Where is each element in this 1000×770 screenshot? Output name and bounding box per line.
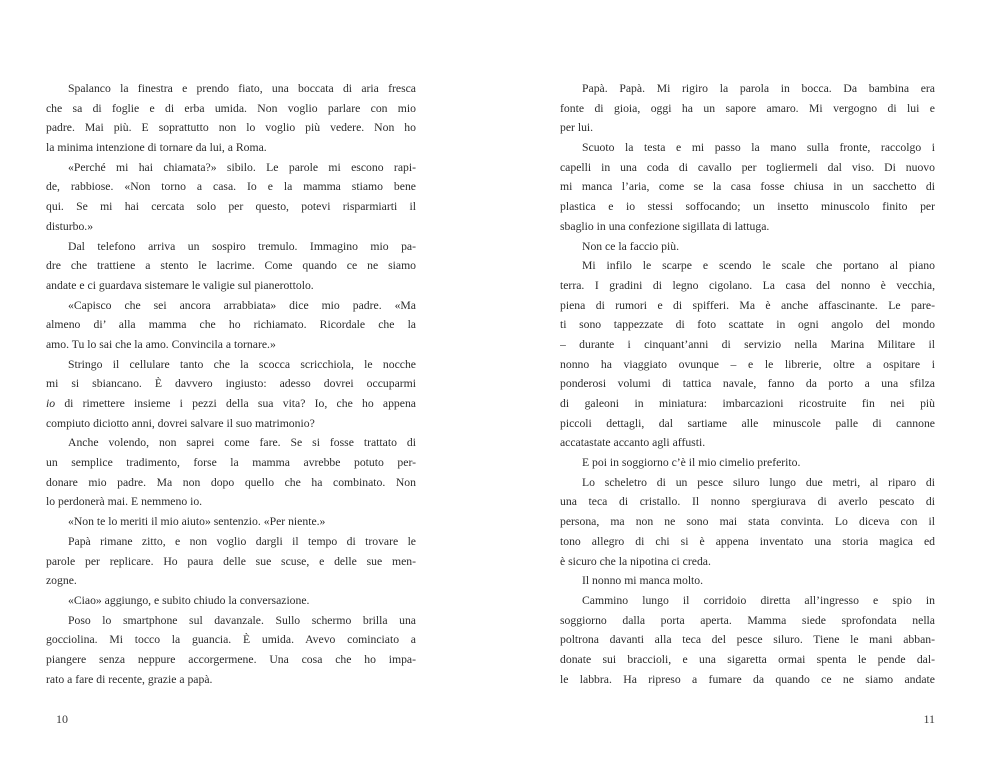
text-line: «Non te lo meriti il mio aiuto» sentenzio. «Per niente.» [68, 515, 326, 529]
text-line: Dal telefono arriva un sospiro tremulo. Immagino mio pa- [68, 239, 416, 253]
text-line: Il nonno mi manca molto. [582, 574, 704, 588]
text-line: Lo scheletro di un pesce siluro lungo due metri, al riparo di [582, 475, 935, 489]
text-line: persona, ma non ne sono mai stata convinta. Lo diceva con il [560, 515, 935, 529]
text-line: piccoli dettagli, dal sartiame alle minuscole palle di cannone [560, 416, 935, 430]
text-line: Papà. Papà. Mi rigiro la parola in bocca. Da bambina era [582, 82, 935, 95]
text-line: sbaglio in una confezione sigillata di lattuga. [560, 219, 770, 233]
text-line: andate e ci guardava sistemare le valigie sul pianerottolo. [46, 278, 314, 292]
text-line: compiuto diciotto anni, dovrei salvare il suo matrimonio? [46, 416, 315, 430]
text-line: ponderosi volumi di tattica navale, fanno da porto a una sfilza [560, 377, 935, 391]
text-line: Anche volendo, non saprei come fare. Se si fosse trattato di [68, 436, 416, 450]
text-line: mi manca l’aria, come se la casa fosse chiusa in un sacchetto di [560, 180, 935, 194]
text-line: Non ce la faccio più. [582, 239, 680, 253]
text-line: «Perché mi hai chiamata?» sibilo. Le parole mi escono rapi- [68, 160, 416, 174]
text-line: la minima intenzione di tornare da lui, a Roma. [46, 141, 267, 155]
text-line: un semplice tradimento, forse la mamma avrebbe potuto per- [46, 456, 416, 470]
text-line: dre che trattiene a stento le lacrime. Come quando ce ne siamo [46, 259, 416, 273]
text-line: – durante i cinquant’anni di servizio nella Marina Militare il [560, 337, 935, 351]
text-line: Spalanco la finestra e prendo fiato, una boccata di aria fresca [68, 82, 416, 95]
text-line: «Capisco che sei ancora arrabbiata» dice mio padre. «Ma [68, 298, 416, 312]
text-line: de, rabbiose. «Non torno a casa. Io e la mamma stiamo bene [46, 180, 416, 194]
text-line: plastica e io stessi soffocando; un insetto minuscolo finito per [560, 200, 935, 214]
text-line: piangere senza neppure accorgermene. Una cosa che ho impa- [46, 652, 416, 666]
text-line: parole per replicare. Ho paura delle sue scuse, e delle sue men- [46, 554, 416, 568]
text-line: io di rimettere insieme i pezzi della sua vita? Io, che ho appena [46, 397, 416, 410]
text-line: Poso lo smartphone sul davanzale. Sullo schermo brilla una [68, 613, 416, 627]
text-line: una teca di cristallo. Il nonno spergiurava di averlo pescato di [560, 495, 935, 509]
text-line: Papà rimane zitto, e non voglio dargli il tempo di trovare le [68, 534, 416, 548]
text-line: amo. Tu lo sai che la amo. Convincila a tornare.» [46, 337, 276, 351]
text-line: poltrona davanti alla teca del pesce siluro. Tiene le mani abban- [560, 633, 935, 647]
text-line: ti sono tappezzate di foto scattate in ogni angolo del mondo [560, 318, 935, 332]
page-right-text-column [560, 79, 935, 689]
text-line: gocciolina. Mi tocco la guancia. È umida. Avevo cominciato a [46, 633, 416, 647]
page-number-left: 10 [56, 712, 68, 726]
text-line: capelli in una coda di cavallo per togliermeli dal viso. Di nuovo [560, 160, 935, 174]
text-line: padre. Mai più. E soprattutto non lo voglio più vedere. Non ho [46, 121, 416, 135]
text-line: soggiorno dalla porta aperta. Mamma siede sprofondata nella [560, 613, 935, 627]
page-number-right: 11 [923, 712, 935, 726]
text-line: E poi in soggiorno c’è il mio cimelio preferito. [582, 456, 801, 470]
text-line: le labbra. Ha ripreso a fumare da quando ce ne siamo andate [560, 672, 935, 686]
text-line: mi si sbiancano. È davvero ingiusto: adesso dovrei occuparmi [46, 377, 416, 391]
text-line: lo perdonerà mai. E nemmeno io. [46, 495, 203, 509]
text-line: disturbo.» [46, 219, 94, 233]
text-line: almeno di’ alla mamma che ho richiamato. Ricordale che la [46, 318, 416, 332]
text-line: zogne. [46, 574, 77, 588]
text-line: tono allegro di chi si è appena inventato una storia magica ed [560, 534, 935, 548]
text-line: terra. I gradini di legno cigolano. La casa del nonno è vecchia, [560, 278, 935, 292]
text-line: fonte di gioia, oggi ha un sapore amaro. Mi vergogno di lui e [560, 101, 935, 115]
text-line: è sicuro che la nipotina ci creda. [560, 554, 711, 568]
text-line: donare mio padre. Ma non dopo quello che ha combinato. Non [46, 475, 416, 489]
text-line: che sa di foglie e di erba umida. Non voglio parlare con mio [46, 101, 416, 115]
text-line: Cammino lungo il corridoio diretta all’ingresso e spio in [582, 593, 935, 607]
text-line: di galeoni in miniatura: imbarcazioni ricostruite fin nei più [560, 397, 935, 410]
text-line: rato a fare di recente, grazie a papà. [46, 672, 213, 686]
text-line: piena di rumori e di spifferi. Ma è anche affascinante. Le pare- [560, 298, 935, 312]
text-line: accatastate accanto agli affusti. [560, 436, 706, 450]
text-line: donate sui braccioli, e una sigaretta ormai spenta le pende dal- [560, 652, 935, 666]
page-left-text-column [46, 79, 416, 689]
text-line: «Ciao» aggiungo, e subito chiudo la conversazione. [68, 593, 310, 607]
text-line: qui. Se mi hai cercata solo per questo, potevi risparmiarti il [46, 200, 416, 214]
text-line: nonno ha viaggiato ovunque – e le librerie, oltre a ospitare i [560, 357, 935, 371]
text-line: Scuoto la testa e mi passo la mano sulla fronte, raccolgo i [582, 141, 935, 155]
text-line: per lui. [560, 121, 594, 135]
text-line: Mi infilo le scarpe e scendo le scale che portano al piano [582, 259, 935, 273]
text-line: Stringo il cellulare tanto che la scocca scricchiola, le nocche [68, 357, 416, 371]
